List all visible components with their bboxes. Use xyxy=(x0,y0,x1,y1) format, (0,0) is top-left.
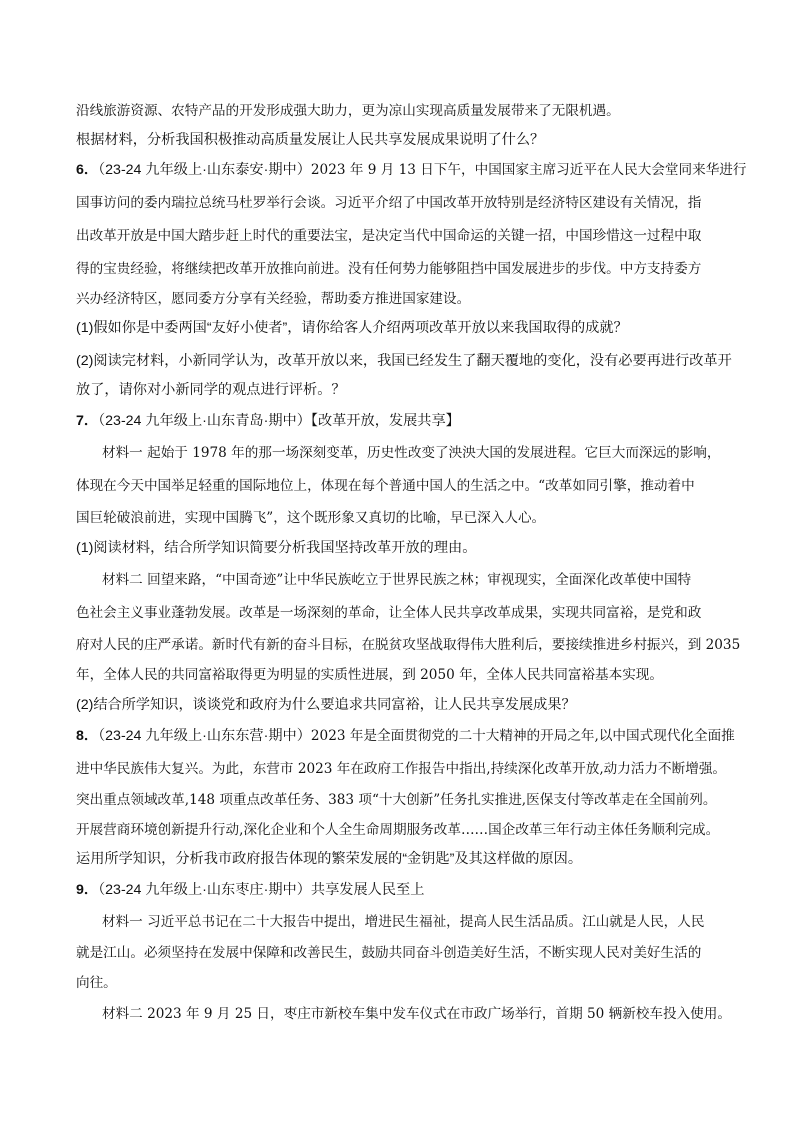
question-6-header xyxy=(76,160,747,180)
material-line: 就是江山。必须坚持在发展中保障和改善民生，鼓励共同奋斗创造美好生活，不断实现人民对美好生活的 xyxy=(76,945,702,961)
material-line: 材料二 2023 年 9 月 25 日，枣庄市新校车集中发车仪式在市政广场举行，首期 50 辆新校车投入使用。 xyxy=(102,1006,731,1022)
material-line: 国巨轮破浪前进，实现中国腾飞”，这个既形象又真切的比喻，早已深入人心。 xyxy=(76,510,546,526)
text-line: 兴办经济特区，愿同委方分享有关经验，帮助委方推进国家建设。 xyxy=(76,291,471,307)
question-prompt: 根据材料，分析我国积极推动高质量发展让人民共享发展成果说明了什么？ xyxy=(76,132,545,148)
question-source: （23-24 九年级上·山东泰安·期中） xyxy=(98,162,311,178)
question-number: 6． xyxy=(76,162,99,178)
sub-question: 放了，请你对小新同学的观点进行评析。？ xyxy=(76,382,346,398)
question-title: 共享发展人民至上 xyxy=(310,882,425,898)
text-line: 沿线旅游资源、农特产品的开发形成强大助力，更为凉山实现高质量发展带来了无限机遇。 xyxy=(76,103,620,119)
question-9-header xyxy=(76,880,424,900)
question-text: 2023 年 9 月 13 日下午，中国国家主席习近平在人民大会堂同来华进行 xyxy=(310,162,747,178)
text-line: 出改革开放是中国大踏步赶上时代的重要法宝，是决定当代中国命运的关键一招，中国珍惜这一过程中取 xyxy=(76,228,702,244)
material-line: 向往。 xyxy=(76,975,117,991)
question-number: 8． xyxy=(76,728,99,744)
material-line: 色社会主义事业蓬勃发展。改革是一场深刻的革命，让全体人民共享改革成果，实现共同富裕，是党和政 xyxy=(76,605,702,621)
question-8-header xyxy=(76,726,735,746)
question-source: （23-24 九年级上·山东青岛·期中） xyxy=(98,413,311,429)
material-line: 材料一 习近平总书记在二十大报告中提出，增进民生福祉，提高人民生活品质。江山就是人民，人民 xyxy=(102,914,705,930)
text-line: 进中华民族伟大复兴。为此，东营市 2023 年在政府工作报告中指出,持续深化改革开放,动力活力不断增强。 xyxy=(76,761,727,777)
question-title: 【改革开放，发展共享】 xyxy=(310,413,460,429)
material-line: 材料一 起始于 1978 年的那一场深刻变革，历史性改变了泱泱大国的发展进程。它巨大而深远的影响， xyxy=(102,445,721,461)
material-line: 体现在今天中国举足轻重的国际地位上，体现在每个普通中国人的生活之中。“改革如同引擎，推动着中 xyxy=(76,478,695,494)
sub-question: 运用所学知识，分析我市政府报告体现的繁荣发展的“金钥匙”及其这样做的原因。 xyxy=(76,851,583,867)
sub-question: (1)阅读材料，结合所学知识简要分析我国坚持改革开放的理由。 xyxy=(76,540,477,556)
question-number: 7． xyxy=(76,413,99,429)
material-line: 年，全体人民的共同富裕取得更为明显的实质性进展，到 2050 年，全体人民共同富裕基本实现。 xyxy=(76,667,663,683)
question-7-header xyxy=(76,411,460,431)
material-line: 材料二 回望来路，“中国奇迹”让中华民族屹立于世界民族之林；审视现实，全面深化改革使中国特 xyxy=(102,572,692,588)
material-line: 府对人民的庄严承诺。新时代有新的奋斗目标，在脱贫攻坚战取得伟大胜利后，要接续推进乡村振兴，到 2035 xyxy=(76,637,741,653)
question-text: 2023 年是全面贯彻党的二十大精神的开局之年,以中国式现代化全面推 xyxy=(310,728,735,744)
question-source: （23-24 九年级上·山东东营·期中） xyxy=(98,728,311,744)
text-line: 突出重点领域改革,148 项重点改革任务、383 项“十大创新”任务扎实推进,医保支付等改革走在全国前列。 xyxy=(76,792,717,808)
sub-question: (1)假如你是中委两国“友好小使者”，请你给客人介绍两项改革开放以来我国取得的成就？ xyxy=(76,320,628,336)
question-number: 9． xyxy=(76,882,99,898)
text-line: 开展营商环境创新提升行动,深化企业和个人全生命周期服务改革……国企改革三年行动主体任务顺利完成。 xyxy=(76,822,720,838)
sub-question: (2)结合所学知识，谈谈党和政府为什么要追求共同富裕，让人民共享发展成果？ xyxy=(76,697,576,713)
sub-question: (2)阅读完材料，小新同学认为，改革开放以来，我国已经发生了翻天覆地的变化，没有必要再进行改革开 xyxy=(76,353,732,369)
text-line: 国事访问的委内瑞拉总统马杜罗举行会谈。习近平介绍了中国改革开放特别是经济特区建设有关情况，指 xyxy=(76,195,702,211)
question-source: （23-24 九年级上·山东枣庄·期中） xyxy=(98,882,311,898)
text-line: 得的宝贵经验，将继续把改革开放推向前进。没有任何势力能够阻挡中国发展进步的步伐。中方支持委方 xyxy=(76,261,702,277)
